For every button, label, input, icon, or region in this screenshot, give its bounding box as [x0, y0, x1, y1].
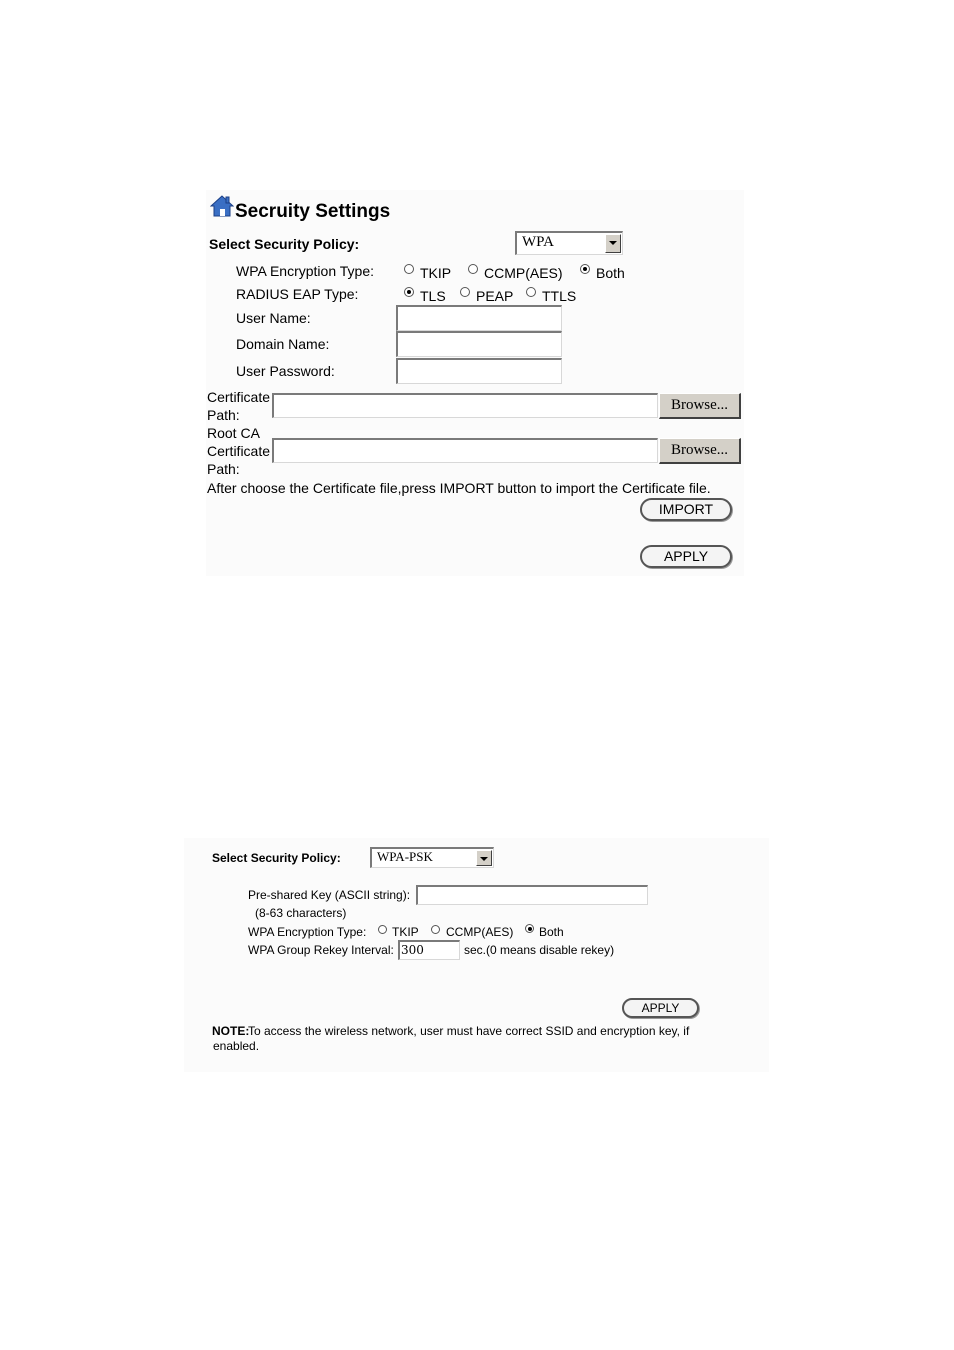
radio-ttls[interactable] — [526, 287, 536, 297]
psk-radio-ccmp-label: CCMP(AES) — [446, 925, 514, 939]
note-text: To access the wireless network, user must have correct SSID and encryption key, if — [248, 1024, 690, 1038]
radio-tls[interactable] — [404, 287, 414, 297]
chevron-down-icon[interactable] — [476, 850, 492, 866]
policy-label: Select Security Policy: — [209, 236, 360, 252]
radio-peap-label: PEAP — [476, 288, 514, 304]
rekey-interval-suffix: sec.(0 means disable rekey) — [464, 943, 615, 957]
certificate-path-input[interactable] — [272, 393, 658, 418]
certificate-path-label-2: Path: — [207, 407, 240, 423]
psk-radio-tkip[interactable] — [378, 925, 387, 934]
radio-ccmp[interactable] — [468, 264, 478, 274]
domain-name-label: Domain Name: — [236, 336, 330, 352]
radio-ccmp-label: CCMP(AES) — [484, 265, 563, 281]
apply-button[interactable]: APPLY — [640, 545, 732, 568]
user-password-label: User Password: — [236, 363, 335, 379]
radio-tls-label: TLS — [420, 288, 446, 304]
psk-key-hint: (8-63 characters) — [255, 906, 347, 920]
security-policy-select[interactable] — [515, 231, 623, 255]
psk-radio-both[interactable] — [525, 924, 534, 933]
chevron-down-icon[interactable] — [605, 234, 621, 253]
psk-key-label: Pre-shared Key (ASCII string): — [248, 888, 411, 902]
encryption-type-label: WPA Encryption Type: — [236, 263, 374, 279]
psk-apply-button[interactable]: APPLY — [622, 998, 699, 1018]
import-button[interactable]: IMPORT — [640, 498, 732, 521]
rekey-interval-label: WPA Group Rekey Interval: — [248, 943, 394, 957]
eap-type-label: RADIUS EAP Type: — [236, 286, 359, 302]
psk-policy-label: Select Security Policy: — [212, 851, 341, 865]
note-label: NOTE: — [212, 1024, 250, 1038]
psk-key-input[interactable] — [416, 885, 648, 905]
root-ca-label: Root CA — [207, 425, 260, 441]
certificate-browse-button[interactable]: Browse... — [659, 393, 741, 419]
radio-peap[interactable] — [460, 287, 470, 297]
import-note: After choose the Certificate file,press IMPORT button to import the Certificate file. — [207, 480, 711, 496]
user-password-input[interactable] — [396, 358, 562, 384]
radio-both-label: Both — [596, 265, 625, 281]
root-ca-browse-button[interactable]: Browse... — [659, 438, 741, 464]
domain-name-input[interactable] — [396, 331, 562, 357]
radio-both[interactable] — [580, 264, 590, 274]
root-ca-label-2: Certificate — [207, 443, 271, 459]
user-name-label: User Name: — [236, 310, 311, 326]
psk-radio-both-label: Both — [539, 925, 564, 939]
note-text-continued: enabled. — [213, 1039, 260, 1053]
root-ca-path-input[interactable] — [272, 438, 658, 463]
psk-radio-tkip-label: TKIP — [392, 925, 419, 939]
user-name-input[interactable] — [396, 305, 562, 331]
psk-security-policy-select[interactable] — [370, 847, 494, 868]
radio-ttls-label: TTLS — [542, 288, 577, 304]
psk-radio-ccmp[interactable] — [431, 925, 440, 934]
psk-security-policy-value: WPA-PSK — [377, 849, 433, 864]
page-title: Secruity Settings — [235, 201, 391, 222]
radio-tkip[interactable] — [404, 264, 414, 274]
psk-encryption-type-label: WPA Encryption Type: — [248, 925, 367, 939]
home-icon — [210, 195, 234, 217]
rekey-interval-input[interactable]: 300 — [398, 940, 460, 960]
certificate-path-label: Certificate — [207, 389, 271, 405]
security-policy-value: WPA — [522, 234, 554, 250]
radio-tkip-label: TKIP — [420, 265, 452, 281]
root-ca-label-3: Path: — [207, 461, 240, 477]
